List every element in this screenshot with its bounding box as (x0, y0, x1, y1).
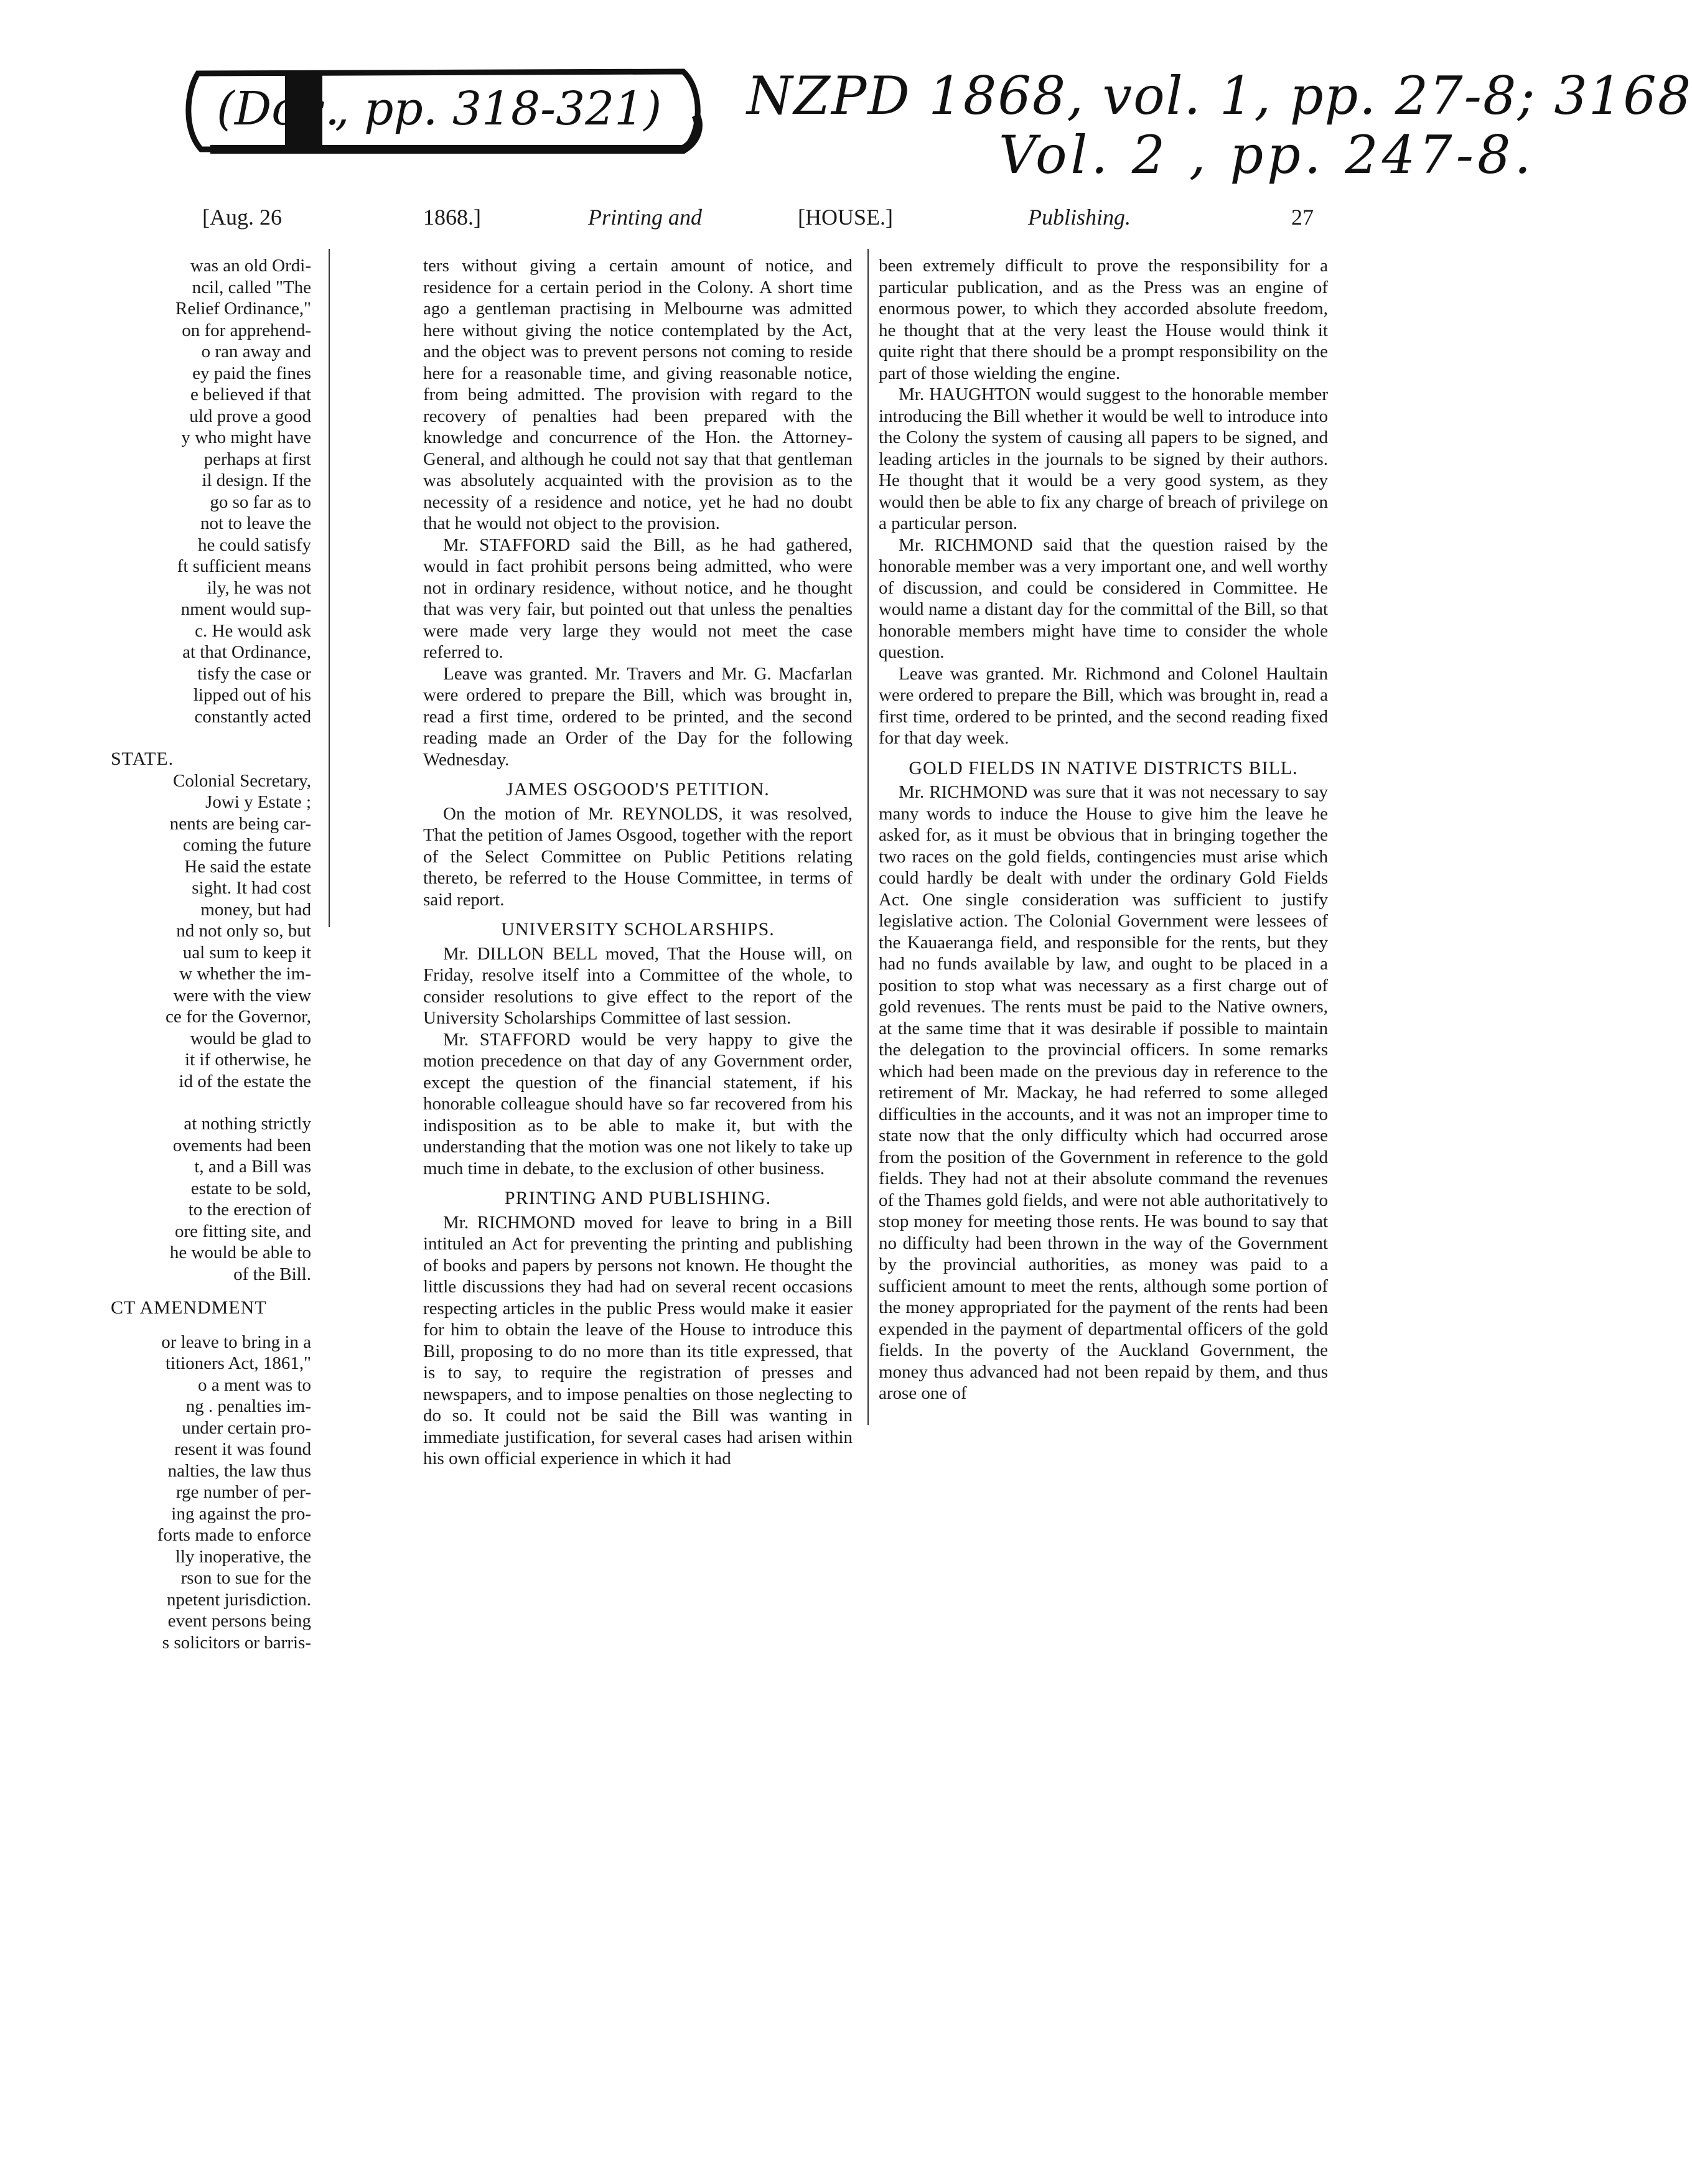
column-right (879, 255, 1328, 1404)
text-line: ft sufficient means (177, 556, 311, 576)
text-line: coming the future (182, 835, 311, 855)
paragraph: Mr. RICHMOND said that the question raised by the honorable member was a very important one, and well worthy of discussion, and could be considered in Committee. He would name a distant day for the committal of the Bill, so that honorable members might have time to consider the whole question. (879, 534, 1328, 662)
text-line: nalties, the law thus (167, 1460, 311, 1481)
text-line: it if otherwise, he (185, 1050, 311, 1070)
column-divider (867, 249, 869, 1425)
text-line: lipped out of his (193, 685, 311, 705)
text-line: would be glad to (190, 1028, 311, 1048)
text-line: e believed if that (190, 385, 311, 404)
text-line: rge number of per- (175, 1482, 311, 1502)
text-line: id of the estate the (179, 1071, 311, 1091)
paragraph: Leave was granted. Mr. Travers and Mr. G. Macfarlan were ordered to prepare the Bill, which was brought in, read a first time, ordered to be printed, and the second reading made an Order of the Day for the following Wednesday. (423, 663, 853, 770)
text-line: to the erection of (188, 1200, 311, 1220)
paragraph: Mr. HAUGHTON would suggest to the honorable member introducing the Bill whether it would be well to introduce into the Colony the system of causing all papers to be signed, and leading articles in the journals to be signed by their authors. He thought that it would be a very good system, as they would then be able to fix any charge of breach of privilege on a particular person. (879, 385, 1328, 533)
text-line: not to leave the (200, 513, 311, 533)
text-line: at nothing strictly (184, 1114, 311, 1134)
column-divider (329, 249, 330, 927)
text-line: under certain pro- (182, 1417, 311, 1438)
text-line: ovements had been (172, 1135, 311, 1155)
text-line: c. He would ask (195, 620, 311, 641)
paragraph: Leave was granted. Mr. Richmond and Colonel Haultain were ordered to prepare the Bill, which was brought in, read a first time, ordered to be printed, and the second reading fixed for that day week. (879, 663, 1328, 748)
text-line: lly inoperative, the (175, 1546, 311, 1567)
paragraph: On the motion of Mr. REYNOLDS, it was resolved, That the petition of James Osgood, together with the report of the Select Committee on Public Petitions relating thereto, be referred to the House Committee, in terms of said report. (423, 803, 853, 910)
handwritten-reference-stamp (173, 56, 708, 168)
text-line: ce for the Governor, (166, 1007, 311, 1027)
text-line: he could satisfy (197, 534, 311, 555)
text-line: ual sum to keep it (182, 942, 311, 963)
text-line: nd not only so, but (176, 921, 311, 941)
text-line: Colonial Secretary, (173, 770, 311, 791)
text-line: ore fitting site, and (174, 1221, 311, 1241)
text-line: tisfy the case or (197, 663, 311, 684)
text-line: ey paid the fines (192, 363, 311, 383)
text-block (111, 1113, 311, 1285)
paragraph: Mr. STAFFORD said the Bill, as he had gathered, would in fact prohibit persons being admitted, who were not in ordinary residence, without notice, and he thought that was very fair, but pointed out that unless the penalties were made very large they would not meet the case referred to. (423, 534, 853, 662)
section-heading: UNIVERSITY SCHOLARSHIPS. (501, 919, 775, 940)
text-line: nents are being car- (169, 813, 311, 834)
text-line: o ran away and (201, 342, 311, 362)
text-line: resent it was found (174, 1439, 311, 1459)
text-line: y who might have (181, 427, 311, 447)
text-line: were with the view (173, 985, 311, 1006)
header-section: Publishing. (1028, 205, 1131, 230)
header-page-number: 27 (1291, 205, 1314, 230)
header-house: [HOUSE.] (798, 205, 893, 230)
text-line: o a ment was to (197, 1374, 311, 1395)
svg-text:, pp. 318-321): , pp. 318-321) (335, 82, 662, 136)
text-line: constantly acted (194, 706, 311, 727)
text-block (111, 770, 311, 1093)
paragraph: Mr. STAFFORD would be very happy to give the motion precedence on that day of any Government order, except the question of the financial statement, if his honorable colleague should have so far recovered from his indisposition as to be able to make it, but with the understanding that the motion was one not likely to take up much time in debate, to the exclusion of other business. (423, 1029, 853, 1178)
paragraph: Mr. RICHMOND was sure that it was not necessary to say many words to induce the House to give him the leave he asked for, as it must be obvious that in bringing together the two races on the gold fields, contingencies must arise which could hardly be dealt with under the ordinary Gold Fields Act. One single consideration was sufficient to justify legislative action. The Colonial Government were lessees of the Kauaeranga field, and responsible for the rents, but they had no funds available by law, and ought to be placed in a position to stop what was necessary as a first charge out of gold revenues. The rents must be paid to the Native owners, at the same time that it was desirable if possible to maintain the delegation to the provincial officers. In some remarks which had been made on the previous day in reference to the retirement of Mr. Mackay, he had referred to some alleged difficulties in the accounts, and it was not an improper time to state now that the only difficulty which had occurred arose from the position of the Government in reference to the gold fields. They had not at their absolute command the revenues of the Thames gold fields, and were not able authoritatively to stop money for meeting those rents. He was bound to say that no difficulty had been thrown in the way of the Government by the provincial authorities, as money was paid to a sufficient amount to meet the rents, although some portion of the money appropriated for the payment of the rents had been expended in the payment of departmental officers of the gold fields. In the poverty of the Auckland Government, the money thus advanced had not been repaid by them, and thus arose one of (879, 782, 1328, 1403)
text-line: event persons being (167, 1611, 311, 1631)
text-line: uld prove a good (189, 406, 311, 426)
text-line: of the Bill. (233, 1264, 311, 1284)
text-line: ncil, called "The (192, 277, 311, 297)
text-line: npetent jurisdiction. (167, 1589, 311, 1610)
text-line: at that Ordinance, (182, 642, 311, 662)
section-heading: JAMES OSGOOD'S PETITION. (506, 779, 770, 800)
svg-text:(Doc.: (Doc. (217, 82, 340, 136)
paragraph: Mr. RICHMOND moved for leave to bring in a Bill intituled an Act for preventing the printing and publishing of books and papers by persons not known. He thought the little discussions they had had on several recent occasions respecting articles in the public Press would make it easier for him to obtain the leave of the House to introduce this Bill, proposing to do no more than its title expressed, that is to say, to require the registration of presses and newspapers, and to impose penalties on those neglecting to do so. It could not be said the Bill was wanting in immediate justification, for several cases had arisen within his own official experience in which it had (423, 1212, 853, 1468)
text-line: He said the estate (184, 856, 311, 877)
column-left-cropped (111, 255, 311, 1653)
header-date: [Aug. 26 (202, 205, 282, 230)
text-line: il design. If the (202, 470, 311, 490)
text-line: rson to sue for the (180, 1568, 311, 1588)
header-title: Printing and (588, 205, 703, 230)
text-line: nment would sup- (180, 599, 311, 619)
text-line: sight. It had cost (192, 878, 311, 898)
text-line: money, but had (200, 899, 311, 920)
text-line: estate to be sold, (190, 1178, 311, 1198)
handwritten-citation-top: NZPD 1868, vol. 1, pp. 27-8; 3168 (747, 65, 1692, 126)
header-year: 1868.] (423, 205, 481, 230)
text-line: forts made to enforce (157, 1525, 311, 1545)
text-block (111, 255, 311, 727)
text-line: ng . penalties im- (185, 1396, 311, 1416)
text-line: s solicitors or barris- (162, 1632, 311, 1653)
section-heading: PRINTING AND PUBLISHING. (504, 1188, 772, 1208)
text-block (111, 1332, 311, 1654)
section-heading: GOLD FIELDS IN NATIVE DISTRICTS BILL. (909, 757, 1298, 778)
text-line: was an old Ordi- (190, 256, 311, 276)
text-line: go so far as to (210, 492, 311, 512)
text-line: w whether the im- (179, 964, 311, 984)
text-line: Relief Ordinance," (175, 299, 311, 319)
paragraph: been extremely difficult to prove the responsibility for a particular publication, and as the Press was an engine of enormous power, to which they accorded absolute freedom, he thought that at the very least the House would think it quite right that there should be a prompt responsibility on the part of those wielding the engine. (879, 256, 1328, 383)
paragraph: Mr. DILLON BELL moved, That the House will, on Friday, resolve itself into a Committee of the whole, to consider resolutions to give effect to the report of the University Scholarships Committee of last session. (423, 943, 853, 1028)
paragraph: ters without giving a certain amount of notice, and residence for a certain period in the Colony. A short time ago a gentleman practising in Melbourne was admitted here without giving the notice contemplated by the Act, and the object was to prevent persons not coming to reside here for a reasonable time, and giving reasonable notice, from being admitted. The provision with regard to the recovery of penalties had been prepared with the knowledge and concurrence of the Hon. the Attorney-General, and although he could not say that that gentleman was absolutely acquainted with the provision as to the necessity of a residence and notice, yet he had no doubt that he would not object to the provision. (423, 256, 853, 533)
column-middle (423, 255, 853, 1470)
text-line: ing against the pro- (171, 1503, 311, 1524)
text-line: he would be able to (169, 1243, 311, 1262)
handwritten-citation-bottom: Vol. 2 , pp. 247-8. (999, 124, 1535, 185)
text-line: on for apprehend- (182, 320, 311, 340)
section-heading: STATE. (111, 749, 174, 769)
text-line: perhaps at first (203, 449, 311, 469)
text-line: Jowi y Estate ; (205, 792, 311, 812)
text-line: t, and a Bill was (194, 1157, 311, 1177)
section-heading: CT AMENDMENT (111, 1297, 267, 1318)
text-line: ily, he was not (207, 577, 311, 598)
text-line: titioners Act, 1861," (165, 1353, 311, 1373)
text-line: or leave to bring in a (161, 1332, 311, 1352)
